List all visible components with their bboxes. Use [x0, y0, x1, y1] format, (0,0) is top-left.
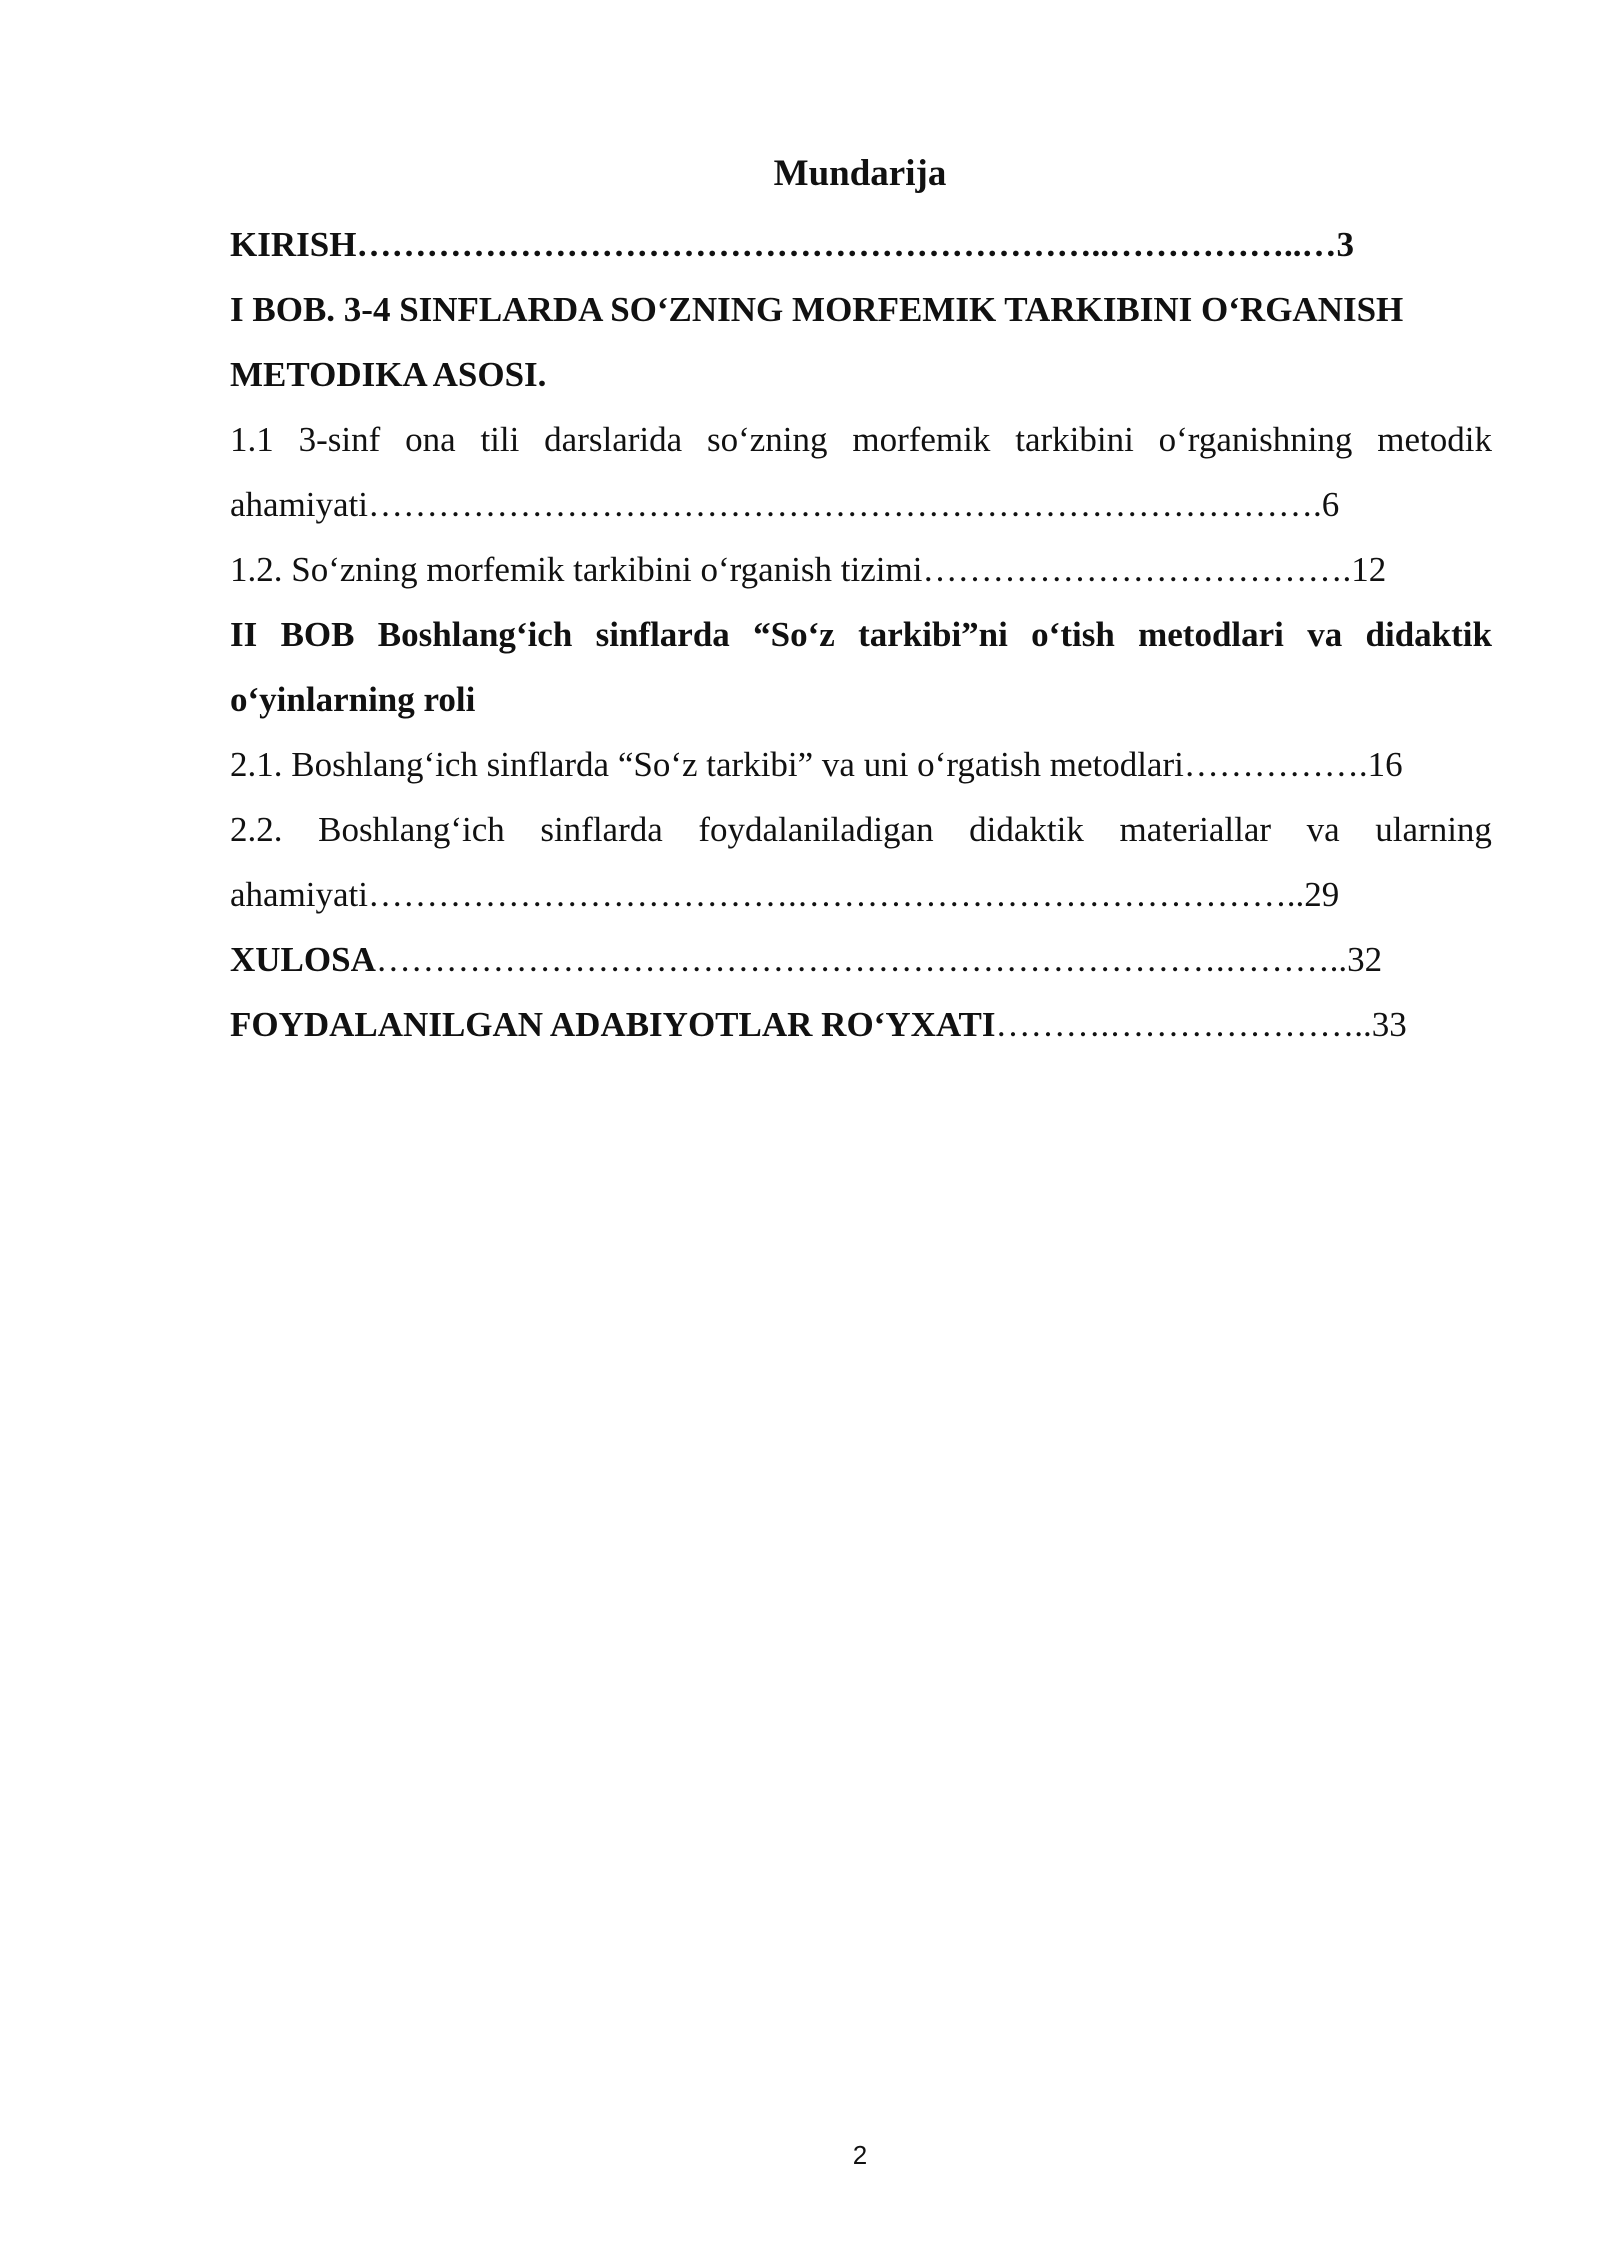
toc-word: va: [1306, 810, 1340, 849]
toc-word: didaktik: [969, 810, 1084, 849]
toc-word: so‘zning: [706, 420, 828, 459]
toc-entry-bob2-line1[interactable]: [230, 602, 1492, 667]
toc-entry-label: KIRISH: [230, 225, 357, 264]
toc-entry-1-1-line2[interactable]: [230, 472, 1492, 537]
toc-word: tarkibini: [1015, 420, 1134, 459]
toc-word: sinflarda: [595, 615, 730, 654]
toc-word: o‘tish: [1031, 615, 1115, 654]
toc-page-number: 12: [1351, 550, 1387, 589]
toc-page-number: 32: [1347, 940, 1383, 979]
toc-word: metodlari: [1138, 615, 1284, 654]
toc-page-number: 33: [1371, 1005, 1407, 1044]
toc-entry-2-2-line1[interactable]: [230, 797, 1492, 862]
toc-page-number: 16: [1367, 745, 1403, 784]
toc-entry-label: XULOSA: [230, 940, 376, 979]
toc-entry-1-2[interactable]: [230, 537, 1492, 602]
toc-entry-label: 1.2. So‘zning morfemik tarkibini o‘rganish tizimi: [230, 550, 923, 589]
page-number: 2: [852, 2140, 868, 2170]
toc-entry-bob2-line2[interactable]: o‘yinlarning roli: [230, 680, 476, 719]
toc-word: ularning: [1375, 810, 1492, 849]
toc-word: II: [230, 615, 258, 654]
toc-leader-dots: ……………………………………………………………….………..: [375, 940, 1348, 979]
toc-word: darslarida: [544, 420, 683, 459]
toc-entry-label: ahamiyati: [230, 485, 369, 524]
toc-word: foydalaniladigan: [698, 810, 934, 849]
toc-word: 3-sinf: [298, 420, 381, 459]
toc-leader-dots: ……………………………….……………………………………..: [368, 875, 1305, 914]
toc-word: sinflarda: [540, 810, 663, 849]
toc-entry-label: ahamiyati: [230, 875, 369, 914]
toc-page-number: 6: [1321, 485, 1340, 524]
toc-word: Boshlang‘ich: [377, 615, 573, 654]
toc-leader-dots: ………………………………………………………..……………..…: [356, 225, 1337, 264]
toc-entry-2-1[interactable]: [230, 732, 1492, 797]
toc-entry-bibliography[interactable]: [230, 992, 1492, 1057]
toc-word: 1.1: [230, 420, 274, 459]
toc-word: va: [1307, 615, 1343, 654]
toc-leader-dots: ……….…………………..: [995, 1005, 1372, 1044]
toc-word: Boshlang‘ich: [318, 810, 505, 849]
toc-entry-label: FOYDALANILGAN ADABIYOTLAR RO‘YXATI: [230, 1005, 996, 1044]
toc-word: metodik: [1377, 420, 1492, 459]
toc-word: tarkibi”ni: [858, 615, 1008, 654]
toc-leader-dots: …………….: [1183, 745, 1368, 784]
toc-word: materiallar: [1119, 810, 1272, 849]
toc-entry-xulosa[interactable]: [230, 927, 1492, 992]
page-title: Mundarija: [773, 153, 947, 194]
toc-page-number: 3: [1336, 225, 1354, 264]
toc-entry-label: 2.1. Boshlang‘ich sinflarda “So‘z tarkibi” va uni o‘rgatish metodlari: [230, 745, 1184, 784]
toc-entry-bob1-line2[interactable]: METODIKA ASOSI.: [230, 355, 547, 394]
toc-entry-kirish[interactable]: [230, 212, 1492, 277]
toc-word: morfemik: [852, 420, 991, 459]
toc-word: ona: [405, 420, 456, 459]
toc-entry-1-1-line1[interactable]: [230, 407, 1492, 472]
toc-word: didaktik: [1365, 615, 1492, 654]
toc-leader-dots: ……………………………….: [922, 550, 1352, 589]
toc-word: o‘rganishning: [1158, 420, 1353, 459]
toc-entry-2-2-line2[interactable]: [230, 862, 1492, 927]
toc-word: tili: [480, 420, 520, 459]
toc-word: 2.2.: [230, 810, 283, 849]
toc-entry-bob1-line1[interactable]: I BOB. 3-4 SINFLARDA SO‘ZNING MORFEMIK TARKIBINI O‘RGANISH: [230, 290, 1404, 329]
toc-word: BOB: [280, 615, 355, 654]
toc-word: “So‘z: [753, 615, 835, 654]
toc-leader-dots: ……………………………………………………………………….: [368, 485, 1322, 524]
toc-page-number: 29: [1304, 875, 1340, 914]
table-of-contents: [230, 212, 1492, 1057]
